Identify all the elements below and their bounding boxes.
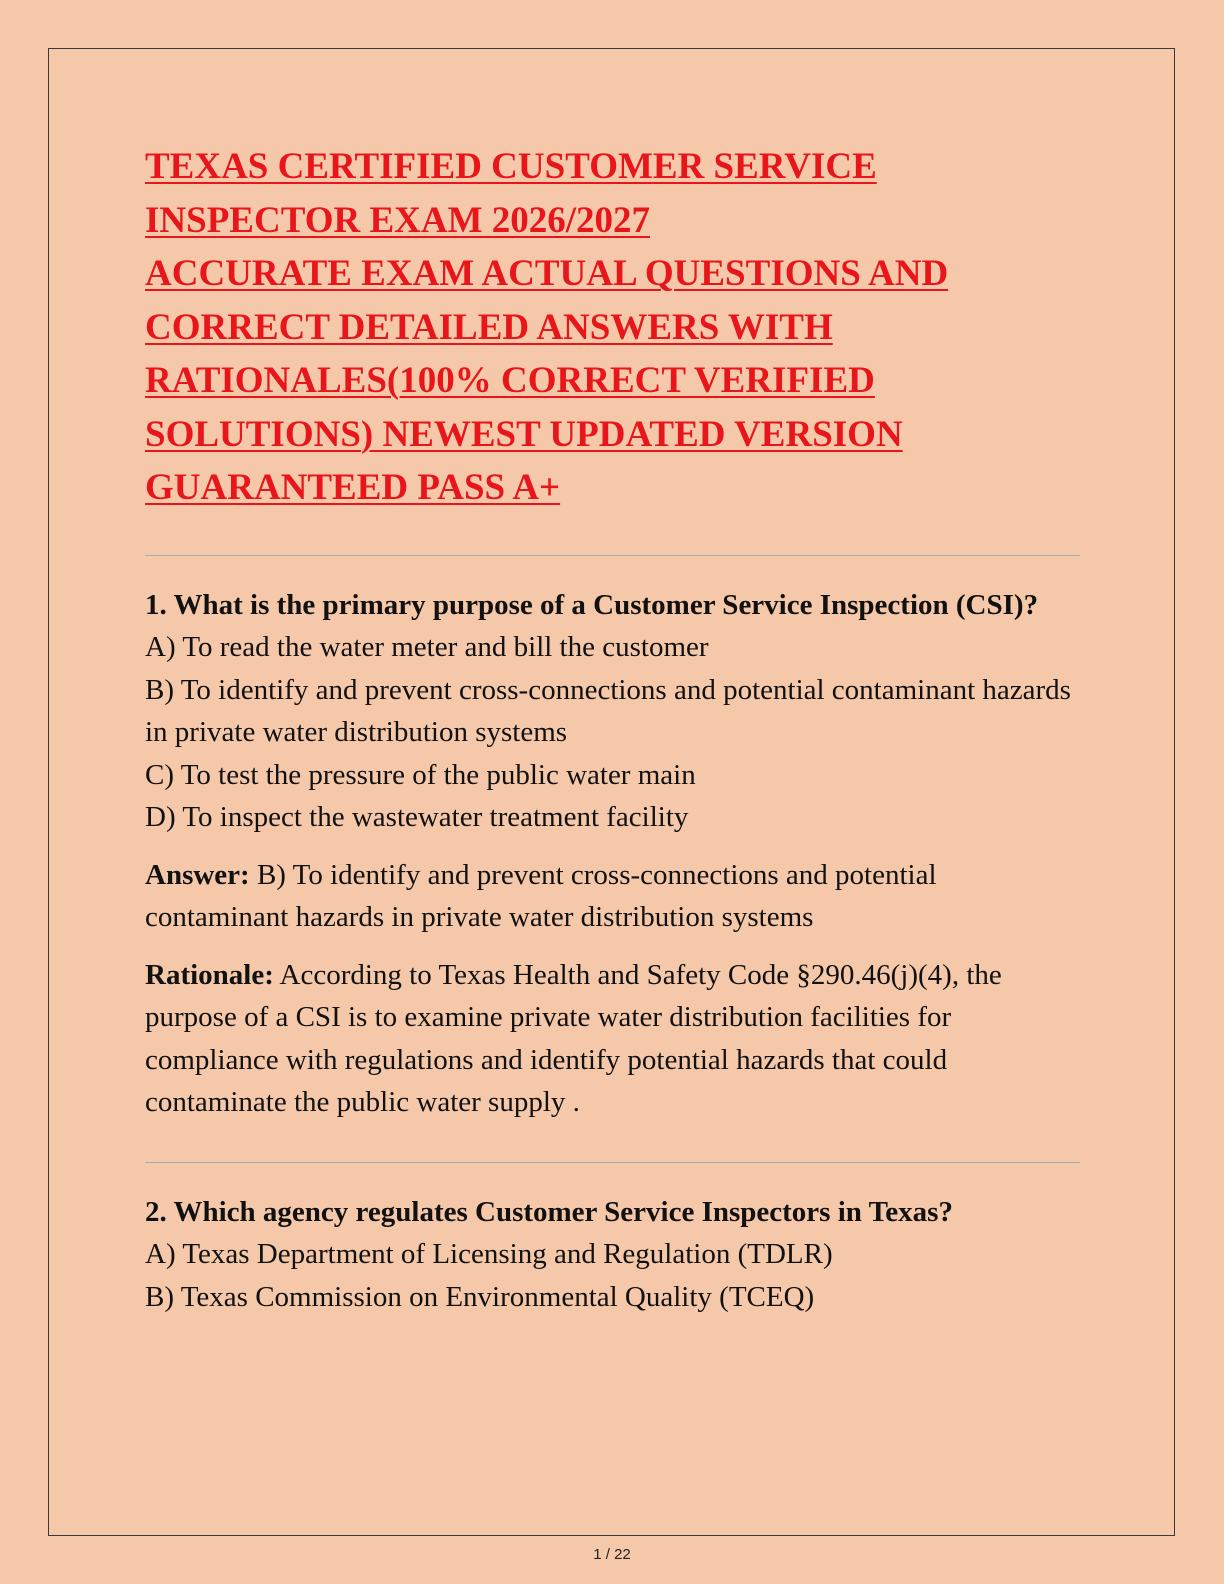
page-number: 1 / 22 — [593, 1546, 631, 1563]
option-c: C) To test the pressure of the public water main — [145, 758, 696, 791]
document-title — [145, 140, 1080, 515]
answer-options — [145, 1233, 1080, 1318]
title-line: RATIONALES(100% CORRECT VERIFIED — [145, 360, 875, 401]
title-line: GUARANTEED PASS A+ — [145, 467, 561, 508]
answer-label: Answer: — [145, 858, 250, 891]
option-d: D) To inspect the wastewater treatment facility — [145, 801, 689, 833]
rationale-text: According to Texas Health and Safety Code §290.46(j)(4), the purpose of a CSI is to examine private water distribution facilities for compliance with regulations and identify potential hazards that could contaminate the public water supply . — [145, 958, 1002, 1118]
document-content — [145, 140, 1080, 1318]
title-line: INSPECTOR EXAM 2026/2027 — [145, 199, 651, 241]
title-line: SOLUTIONS) NEWEST UPDATED VERSION — [145, 413, 903, 455]
answer-text: B) To identify and prevent cross-connections and potential contaminant hazards in private water distribution systems — [145, 858, 937, 933]
question-text: 1. What is the primary purpose of a Customer Service Inspection (CSI)? — [145, 588, 1039, 621]
title-line: CORRECT DETAILED ANSWERS WITH — [145, 306, 833, 348]
question-2 — [145, 1163, 1080, 1319]
title-line: TEXAS CERTIFIED CUSTOMER SERVICE — [145, 146, 877, 187]
option-a: A) To read the water meter and bill the customer — [145, 631, 709, 663]
option-a: A) Texas Department of Licensing and Regulation (TDLR) — [145, 1238, 833, 1270]
option-b: B) Texas Commission on Environmental Quality (TCEQ) — [145, 1280, 815, 1313]
answer — [145, 854, 1080, 939]
question-text: 2. Which agency regulates Customer Service Inspectors in Texas? — [145, 1195, 953, 1228]
option-b: B) To identify and prevent cross-connections and potential contaminant hazards in private water distribution systems — [145, 673, 1071, 748]
question-1 — [145, 556, 1080, 1124]
rationale — [145, 954, 1080, 1124]
title-line: ACCURATE EXAM ACTUAL QUESTIONS AND — [145, 253, 949, 294]
answer-options — [145, 626, 1080, 839]
rationale-label: Rationale: — [145, 958, 274, 991]
